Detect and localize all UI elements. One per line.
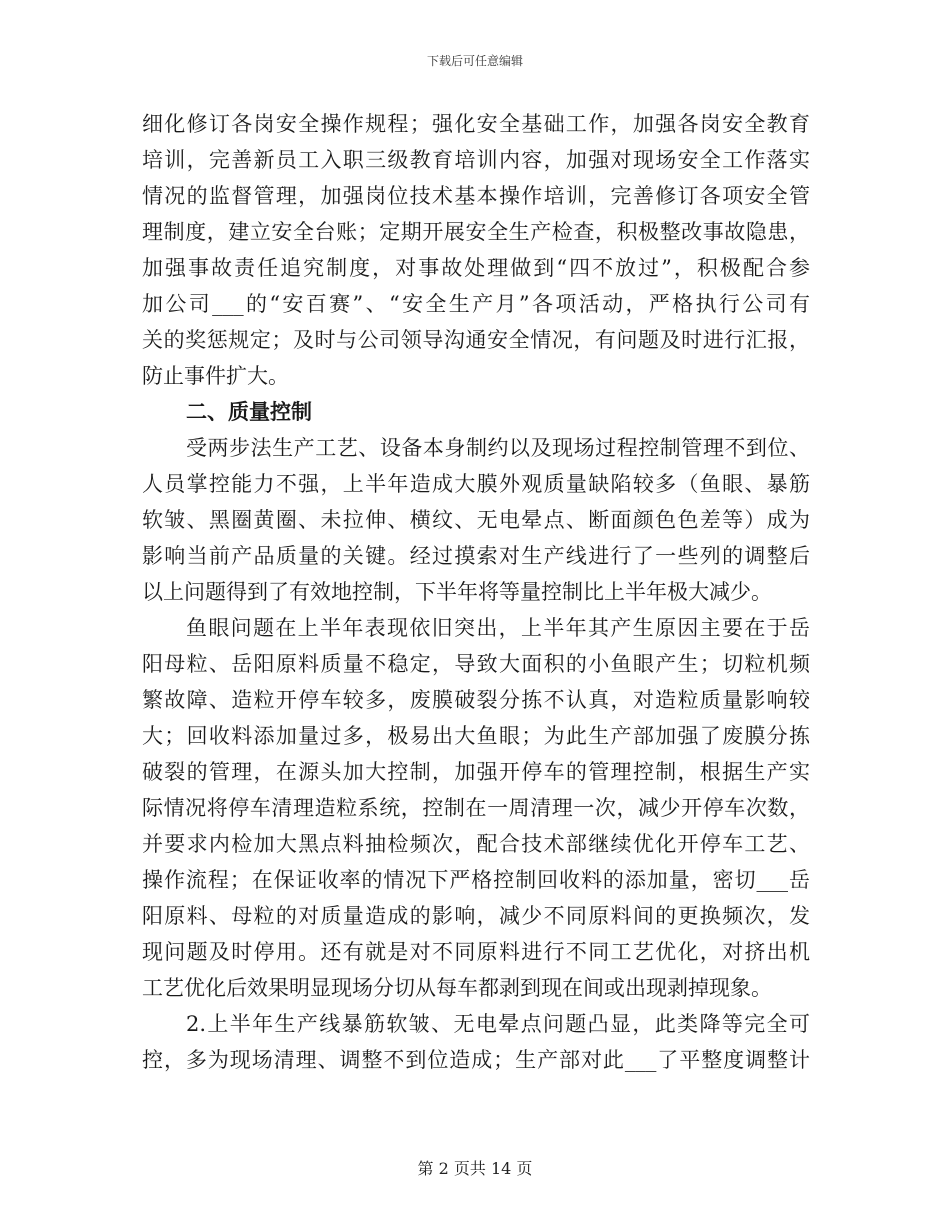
text-line: 阳母粒、岳阳原料质量不稳定，导致大面积的小鱼眼产生；切粒机频 — [142, 652, 810, 676]
text-line: 关的奖惩规定；及时与公司领导沟通安全情况，有问题及时进行汇报， — [142, 328, 810, 352]
text-line: 阳原料、母粒的对质量造成的影响，减少不同原料间的更换频次，发 — [142, 904, 810, 928]
text-line: 工艺优化后效果明显现场分切从每车都剥到现在间或出现剥掉现象。 — [142, 976, 772, 1000]
text-line: 人员掌控能力不强，上半年造成大膜外观质量缺陷较多（鱼眼、暴筋 — [142, 472, 810, 496]
page-footer-page-number: 第 2 页共 14 页 — [417, 1159, 533, 1178]
text-line: 以上问题得到了有效地控制，下半年将等量控制比上半年极大减少。 — [142, 580, 772, 604]
text-line: 际情况将停车清理造粒系统，控制在一周清理一次，减少开停车次数， — [142, 796, 810, 820]
document-body — [142, 106, 810, 1078]
paragraph-wrinkle-issue — [142, 1006, 810, 1078]
text-line: 鱼眼问题在上半年表现依旧突出，上半年其产生原因主要在于岳 — [186, 616, 810, 640]
text-line: 2.上半年生产线暴筋软皱、无电晕点问题凸显，此类降等完全可 — [186, 1012, 810, 1036]
text-line: 情况的监督管理，加强岗位技术基本操作培训，完善修订各项安全管 — [142, 184, 810, 208]
text-line: 繁故障、造粒开停车较多，废膜破裂分拣不认真，对造粒质量影响较 — [142, 688, 810, 712]
paragraph-quality-overview — [142, 430, 810, 610]
text-line: 软皱、黑圈黄圈、未拉伸、横纹、无电晕点、断面颜色色差等）成为 — [142, 508, 810, 532]
text-line: 影响当前产品质量的关键。经过摸索对生产线进行了一些列的调整后 — [142, 544, 810, 568]
text-line: 控，多为现场清理、调整不到位造成；生产部对此___了平整度调整计 — [142, 1048, 810, 1072]
text-line: 培训，完善新员工入职三级教育培训内容，加强对现场安全工作落实 — [142, 148, 810, 172]
text-line: 并要求内检加大黑点料抽检频次，配合技术部继续优化开停车工艺、 — [142, 832, 810, 856]
text-line: 破裂的管理，在源头加大控制，加强开停车的管理控制，根据生产实 — [142, 760, 810, 784]
text-line: 防止事件扩大。 — [142, 364, 289, 388]
page-header: 下载后可任意编辑 — [426, 54, 523, 68]
text-line: 理制度，建立安全台账；定期开展安全生产检查，积极整改事故隐患， — [142, 220, 810, 244]
text-line: 大；回收料添加量过多，极易出大鱼眼；为此生产部加强了废膜分拣 — [142, 724, 810, 748]
section-heading-quality-control: 二、质量控制 — [186, 400, 312, 424]
paragraph-safety-continued — [142, 106, 810, 394]
text-line: 现问题及时停用。还有就是对不同原料进行不同工艺优化，对挤出机 — [142, 940, 810, 964]
text-line: 受两步法生产工艺、设备本身制约以及现场过程控制管理不到位、 — [186, 436, 810, 460]
text-line: 操作流程；在保证收率的情况下严格控制回收料的添加量，密切___岳 — [142, 868, 810, 892]
text-line: 加强事故责任追究制度，对事故处理做到“四不放过”，积极配合参 — [142, 256, 810, 280]
text-line: 加公司___的“安百赛”、“安全生产月”各项活动，严格执行公司有 — [142, 292, 810, 316]
paragraph-fisheye-issue — [142, 610, 810, 1006]
text-line: 细化修订各岗安全操作规程；强化安全基础工作，加强各岗安全教育 — [142, 112, 810, 136]
